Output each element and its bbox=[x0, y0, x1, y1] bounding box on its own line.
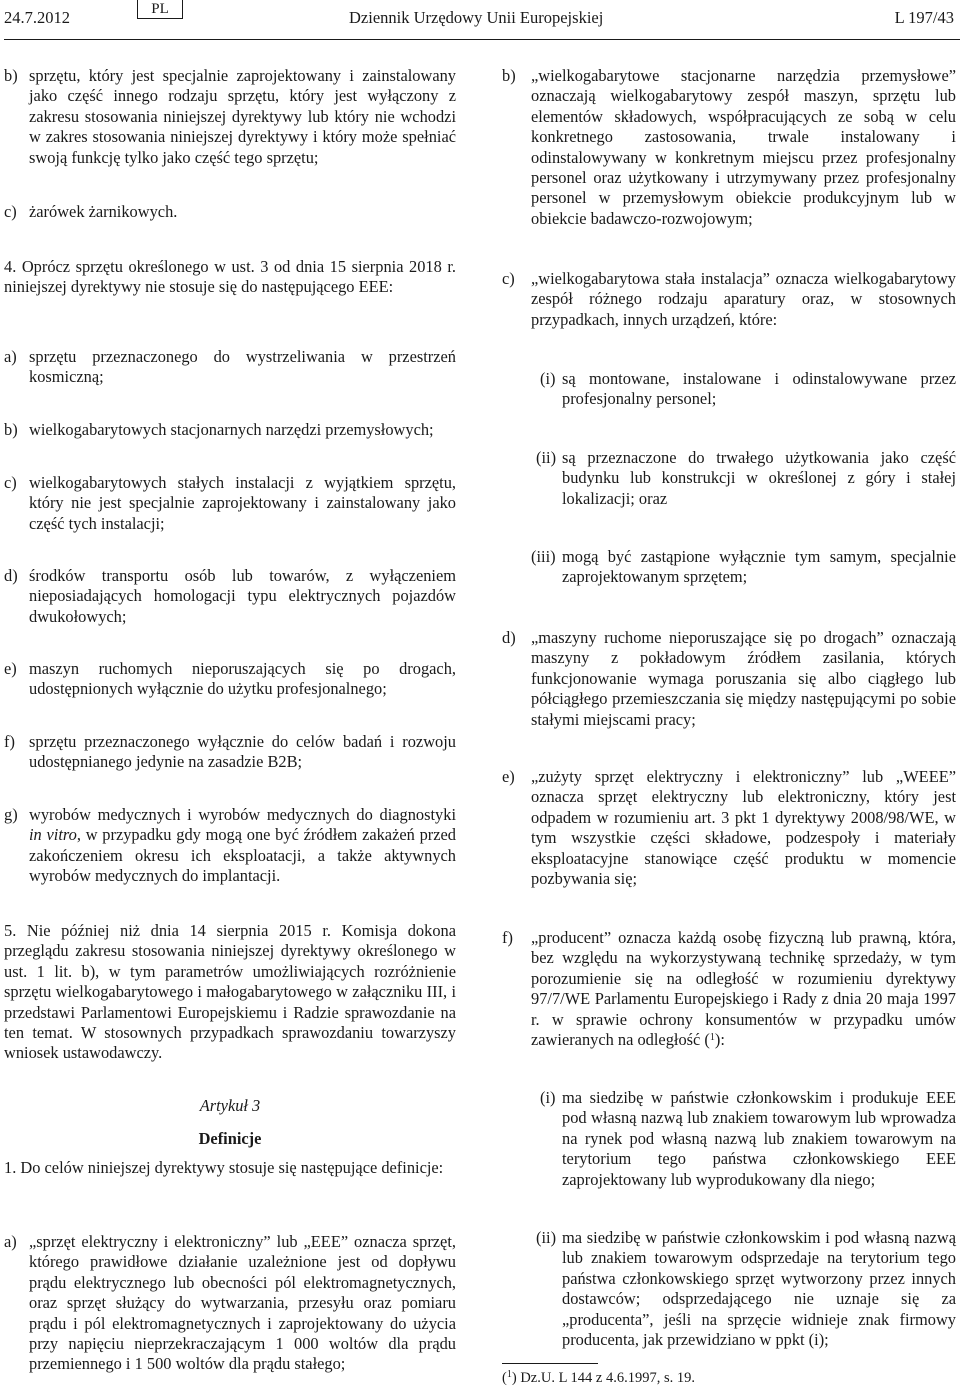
article-3-paragraph-1: 1. Do celów niniejszej dyrektywy stosuje się następujące definicje: bbox=[4, 1158, 444, 1177]
definition-c bbox=[502, 269, 956, 330]
publication-date: 24.7.2012 bbox=[4, 8, 70, 27]
subitem-text: ma siedzibę w państwie członkowskim i pod własną nazwą lub znakiem towarowym odsprzedaje na terytorium tego państwa członkowskiego sprzęt wytworzony przez innych dostawców; odsprzedającego nie uznaje się za „producenta”, jeśli na sprzęcie widnieje znak firmowy producenta, jak przewidziano w ppkt (i); bbox=[562, 1228, 956, 1350]
item-text-start: „producent” oznacza każdą osobę fizyczną lub prawną, która, bez względu na wykorzystywaną technikę sprzedaży, w tym porozumienie się na odległość w rozumieniu dyrektywy 97/7/WE Parlamentu Europejskiego i Rady z dnia 20 maja 1997 r. w sprawie ochrony konsumentów w przypadku umów zawieranych na odległość ( bbox=[531, 928, 956, 1050]
definition-f bbox=[502, 928, 956, 1050]
subitem-label: (i) bbox=[540, 369, 556, 388]
item-b-excluded-equipment bbox=[4, 66, 456, 168]
item-text-start: wyrobów medycznych i wyrobów medycznych do diagnostyki bbox=[29, 805, 456, 824]
footnote-rule bbox=[502, 1363, 598, 1364]
item-text: środków transportu osób lub towarów, z wyłączeniem nieposiadających homologacji typu elektrycznych pojazdów dwukołowych; bbox=[29, 566, 456, 626]
item-label: c) bbox=[502, 269, 515, 288]
definition-e bbox=[502, 767, 956, 889]
right-column bbox=[502, 66, 956, 1356]
subitem-text: są przeznaczone do trwałego użytkowania jako część budynku lub konstrukcji w określonej z góry i stałej lokalizacji; oraz bbox=[562, 448, 956, 508]
left-column bbox=[4, 66, 456, 1386]
item-c-fixed-installations bbox=[4, 473, 456, 534]
item-text: maszyn ruchomych nieporuszających się po drogach, udostępnionych wyłącznie do użytku profesjonalnego; bbox=[29, 659, 456, 699]
item-text: „zużyty sprzęt elektryczny i elektroniczny” lub „WEEE” oznacza sprzęt elektryczny lub elektroniczny, który jest odpadem w rozumieniu art. 3 pkt 1 dyrektywy 2008/98/WE, w tym wszystkie części składowe, podzespoły i materiały eksploatacyjne stanowiące część produktu w momencie pozbywania się; bbox=[531, 767, 956, 889]
footnote-text: Dz.U. L 144 z 4.6.1997, s. 19. bbox=[520, 1370, 695, 1386]
item-label: d) bbox=[4, 566, 18, 585]
item-text-end: ): bbox=[714, 1030, 725, 1050]
item-text: sprzętu, który jest specjalnie zaprojektowany i zainstalowany jako część innego rodzaju sprzętu, który jest wyłączony z zakresu stosowania niniejszej dyrektywy lub który nie wchodzi w zakres stosowania niniejszej dyrektywy i który może spełniać swoją funkcję tylko jako część tego sprzętu; bbox=[29, 66, 456, 167]
item-text: „wielkogabarytowe stacjonarne narzędzia przemysłowe” oznaczają wielkogabarytowy zespół maszyn, sprzętu lub elementów składowych, współpracujących ze sobą w celu konkretnego zastosowania, trwale instalowany i odinstalowywany w konkretnym miejscu przez profesjonalny personel oraz użytkowany i utrzymywany przez profesjonalny personel w przemysłowym obiekcie produkcyjnym lub w obiekcie badawczo-rozwojowym; bbox=[531, 66, 956, 228]
definition-c-i bbox=[531, 369, 956, 410]
paragraph-4: 4. Oprócz sprzętu określonego w ust. 3 od dnia 15 sierpnia 2018 r. niniejszej dyrektywy nie stosuje się do następującego EEE: bbox=[4, 257, 456, 297]
article-title: Definicje bbox=[198, 1129, 262, 1148]
article-number: Artykuł 3 bbox=[199, 1096, 261, 1115]
definition-f-i bbox=[531, 1088, 956, 1190]
definition-a-eee bbox=[4, 1232, 456, 1375]
header-rule bbox=[4, 39, 960, 40]
item-text-end: , w przypadku gdy mogą one być źródłem zakażeń przed zakończeniem okresu ich eksploatacji, a także aktywnych wyrobów medycznych do implantacji. bbox=[29, 825, 456, 886]
item-label: c) bbox=[4, 473, 17, 492]
item-label: a) bbox=[4, 1232, 17, 1251]
definition-f-ii bbox=[531, 1228, 956, 1350]
item-text bbox=[29, 805, 456, 887]
item-text: sprzętu przeznaczonego wyłącznie do celów badań i rozwoju udostępnianego jedynie na zasadzie B2B; bbox=[29, 732, 456, 772]
item-text: „maszyny ruchome nieporuszające się po drogach” oznaczają maszyny z pokładowym źródłem zasilania, których funkcjonowanie wymaga poruszania się albo ciągłego lub półciągłego przemieszczania się między następującymi po sobie stałymi miejscami pracy; bbox=[531, 628, 956, 729]
item-f-research bbox=[4, 732, 456, 773]
item-text: „wielkogabarytowa stała instalacja” oznacza wielkogabarytowy zespół różnego rodzaju aparatury oraz, w stosownych przypadkach, innych urządzeń, które: bbox=[531, 269, 956, 329]
definition-c-iii bbox=[531, 547, 956, 588]
paragraph-5: 5. Nie później niż dnia 14 sierpnia 2015 r. Komisja dokona przeglądu zakresu stosowania niniejszej dyrektywy określonego w ust. 1 lit. b), w tym parametrów umożliwiających rozróżnienie sprzętu wielkogabarytowego i małogabarytowego w załączniku III, i przedstawi Parlamentowi Europejskiemu i Radzie sprawozdanie na ten temat. W stosownych przypadkach sprawozdaniu towarzyszy wniosek ustawodawczy. bbox=[4, 921, 456, 1063]
item-label: f) bbox=[4, 732, 15, 751]
item-text: wielkogabarytowych stacjonarnych narzędzi przemysłowych; bbox=[29, 420, 434, 439]
item-label: d) bbox=[502, 628, 516, 647]
subitem-text: mogą być zastąpione wyłącznie tym samym, specjalnie zaprojektowanym sprzętem; bbox=[562, 547, 956, 587]
item-c-bulbs bbox=[4, 202, 456, 222]
subitem-label: (ii) bbox=[536, 1228, 557, 1247]
subitem-text: są montowane, instalowane i odinstalowywane przez profesjonalny personel; bbox=[562, 369, 956, 409]
item-label: c) bbox=[4, 202, 17, 221]
item-label: g) bbox=[4, 805, 18, 824]
item-b-industrial-tools bbox=[4, 420, 456, 440]
item-text bbox=[531, 928, 956, 1050]
item-g-medical bbox=[4, 805, 456, 887]
item-label: b) bbox=[502, 66, 516, 85]
item-label: a) bbox=[4, 347, 17, 366]
definition-c-ii bbox=[531, 448, 956, 509]
item-e-mobile-machinery bbox=[4, 659, 456, 700]
page-header bbox=[0, 0, 960, 44]
item-label: e) bbox=[502, 767, 515, 786]
item-text: sprzętu przeznaczonego do wystrzeliwania w przestrzeń kosmiczną; bbox=[29, 347, 456, 387]
subitem-label: (iii) bbox=[531, 547, 556, 566]
definition-b bbox=[502, 66, 956, 229]
footnote-mark: 1 bbox=[506, 1369, 512, 1380]
footnote: ($^1$) Dz.U. L 144 z 4.6.1997, s. 19. bbox=[502, 1369, 695, 1386]
item-label: f) bbox=[502, 928, 513, 947]
language-badge: PL bbox=[137, 0, 183, 19]
definition-d bbox=[502, 628, 956, 730]
subitem-label: (ii) bbox=[536, 448, 557, 467]
item-d-transport bbox=[4, 566, 456, 627]
footnote-ref[interactable]: 1 bbox=[709, 1032, 715, 1044]
subitem-label: (i) bbox=[540, 1088, 556, 1107]
item-text: wielkogabarytowych stałych instalacji z wyjątkiem sprzętu, który nie jest specjalnie zaprojektowany i zainstalowany jako część tych instalacji; bbox=[29, 473, 456, 533]
item-a-space bbox=[4, 347, 456, 388]
item-label: e) bbox=[4, 659, 17, 678]
item-text: żarówek żarnikowych. bbox=[29, 202, 178, 221]
journal-title: Dziennik Urzędowy Unii Europejskiej bbox=[349, 8, 604, 27]
item-label: b) bbox=[4, 420, 18, 439]
in-vitro-term: in vitro bbox=[29, 825, 77, 845]
subitem-text: ma siedzibę w państwie członkowskim i produkuje EEE pod własną nazwą lub znakiem towarowym lub wprowadza na rynek pod własną nazwą lub znakiem towarowym na terytorium tego państwa członkowskiego EEE zaprojektowany lub wyprodukowany dla niego; bbox=[562, 1088, 956, 1189]
item-text: „sprzęt elektryczny i elektroniczny” lub „EEE” oznacza sprzęt, którego prawidłowe działanie uzależnione jest od dopływu prądu elektrycznego lub obecności pól elektromagnetycznych, oraz sprzęt służący do wytwarzania, przesyłu oraz pomiaru prądu i pól elektromagnetycznych i zaprojektowany do użycia przy napięciu nieprzekraczającym 1 000 woltów dla prądu przemiennego i 1 500 woltów dla prądu stałego; bbox=[29, 1232, 456, 1374]
item-label: b) bbox=[4, 66, 18, 85]
page-number: L 197/43 bbox=[894, 8, 954, 27]
